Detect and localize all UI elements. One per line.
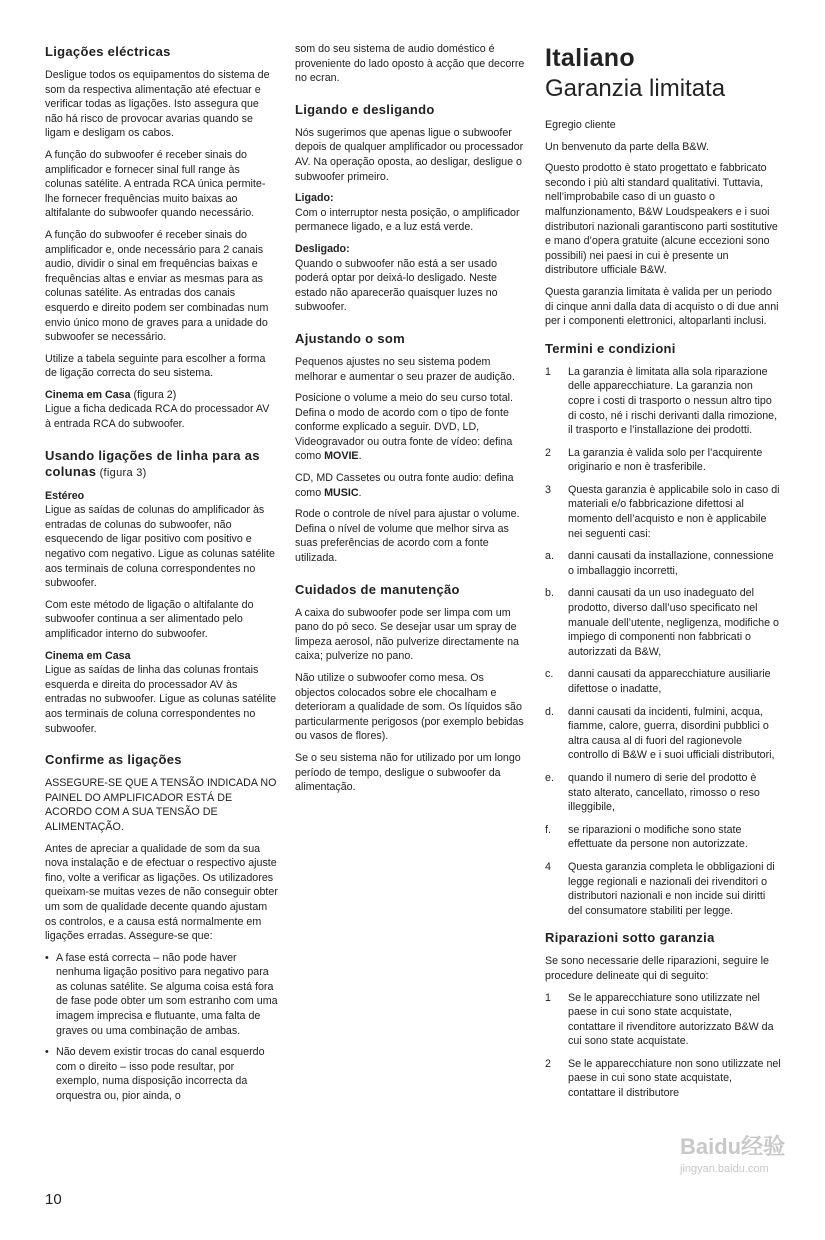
off-text: Quando o subwoofer não está a ser usado poderá optar por deixá-lo desligado. Neste estado não aparecerão quaisquer luzes no subwoofer. xyxy=(295,257,498,314)
page-title: Garanzia limitata xyxy=(545,75,726,102)
item-text: Questa garanzia completa le obbligazioni di legge regionali e nazionali dei rivenditori o distributori nazionali e non incide sui diritti del consumatore stabiliti per legge. xyxy=(568,860,775,917)
paragraph: Pequenos ajustes no seu sistema podem melhorar e aumentar o seu prazer de audição. xyxy=(295,355,515,383)
list-item xyxy=(545,771,782,815)
item-text: se riparazioni o modifiche sono state effettuate da persone non autorizzate. xyxy=(568,823,748,851)
off-label: Desligado: xyxy=(295,242,350,255)
figure-ref: (figura 3) xyxy=(96,466,147,479)
column-middle xyxy=(295,42,525,802)
home-cinema-block xyxy=(45,388,278,432)
section-heading-adjusting-sound: Ajustando o som xyxy=(295,330,405,346)
paragraph: A função do subwoofer é receber sinais do amplificador e, onde necessário para 2 canais audio, dividir o sinal em frequências baixas e frequências altas e enviar as mesmas para as colunas satélite. As entradas dos canais esquerdo e direito podem ser combinadas num envio único mono de graves para a unidade do subwoofer se necessário. xyxy=(45,228,269,344)
item-text: danni causati da installazione, connessione o imballaggio incorretti, xyxy=(568,550,774,577)
item-number: b. xyxy=(545,587,554,600)
home-cinema-block xyxy=(45,649,278,737)
text-run: CD, MD Cassetes ou outra fonte audio: defina como xyxy=(295,472,514,499)
home-cinema-label: Cinema em Casa xyxy=(45,388,131,401)
section-heading-maintenance: Cuidados de manutenção xyxy=(295,581,460,597)
item-number: a. xyxy=(545,550,554,563)
terms-list xyxy=(545,365,782,919)
figure-ref: (figura 2) xyxy=(130,388,177,401)
item-number: d. xyxy=(545,705,554,718)
paragraph-continued: som do seu sistema de audio doméstico é proveniente do lado oposto à acção que decorre no ecran. xyxy=(295,43,525,85)
paragraph-warning: ASSEGURE-SE QUE A TENSÃO INDICADA NO PAINEL DO AMPLIFICADOR ESTÁ DE ACORDO COM A SUA TENSÃO DE ALIMENTAÇÃO. xyxy=(45,777,277,833)
list-item: • A fase está correcta – não pode haver nenhuma ligação positivo para negativo para as colunas satélite. Se alguma coisa está fora de fase pode obter um som estranho com uma imagem imprecisa e flutuante, uma falta de graves ou uma combinação de ambas. xyxy=(45,951,278,1039)
section-heading-on-off: Ligando e desligando xyxy=(295,101,435,117)
paragraph: Questa garanzia limitata è valida per un periodo di cinque anni dalla data di acquisto o di due anni per i componenti elettronici, altoparlanti inclusi. xyxy=(545,285,779,328)
item-text: La garanzia è valida solo per l’acquirente originario e non è trasferibile. xyxy=(568,446,763,474)
text-run: Posicione o volume a meio do seu curso total. Defina o modo de acordo com o tipo de fonte conforme explicado a seguir. DVD, LD, Videogravador ou outra fonte de vídeo: defina como xyxy=(295,392,514,463)
section-heading-warranty-repairs: Riparazioni sotto garanzia xyxy=(545,930,715,946)
list-item xyxy=(545,991,782,1049)
paragraph: Com este método de ligação o altifalante do subwoofer continua a ser alimentado pelo amplificador interno do subwoofer. xyxy=(45,598,254,640)
item-text: danni causati da incidenti, fulmini, acqua, fiamme, calore, guerra, disordini pubblici o altra causa al di fuori del ragionevole controllo di B&W e i suoi ufficiali distributori, xyxy=(568,705,775,762)
list-item xyxy=(545,705,782,763)
item-number: 1 xyxy=(545,991,551,1004)
language-heading: Italiano xyxy=(545,44,635,72)
paragraph xyxy=(295,471,525,500)
list-item xyxy=(545,586,782,659)
column-right xyxy=(545,44,782,1109)
page-number: 10 xyxy=(45,1191,62,1208)
paragraph: Un benvenuto da parte della B&W. xyxy=(545,140,709,153)
paragraph: A função do subwoofer é receber sinais do amplificador e fornecer sinal full range às colunas satélite. A entrada RCA única permite-lhe fornecer frequências muito baixas ao altifalante do subwoofer quando necessário. xyxy=(45,148,266,220)
home-cinema-text: Ligue as saídas de linha das colunas frontais esquerda e direita do processador AV às entradas no subwoofer. Ligue as colunas satélite aos terminais de coluna correspondentes no subwoofer. xyxy=(45,664,277,735)
section-heading-text: Usando ligações de linha para as colunas xyxy=(45,447,260,479)
column-left xyxy=(45,44,278,1111)
item-text: quando il numero di serie del prodotto è stato alterato, cancellato, rimosso o reso illeggibile, xyxy=(568,771,760,814)
item-text: danni causati da un uso inadeguato del prodotto, diverso dall’uso specificato nel manuale dell’utente, negligenza, modifiche o impiego di componenti non fabbricati o autorizzati da B&W, xyxy=(568,587,779,658)
home-cinema-text: Ligue a ficha dedicada RCA do processador AV à entrada RCA do subwoofer. xyxy=(45,403,270,431)
list-item xyxy=(545,365,782,438)
paragraph xyxy=(295,391,525,464)
on-text: Com o interruptor nesta posição, o amplificador permanece ligado, e a luz está verde. xyxy=(295,206,520,234)
mode-music: MUSIC xyxy=(324,486,359,499)
stereo-label: Estéreo xyxy=(45,489,85,502)
item-text: La garanzia è limitata alla sola riparazione delle apparecchiature. La garanzia non copre i costi di trasporto o nessun altro tipo di costo, né i rischi derivanti dalla rimozione, il trasporto e l’installazione dei prodotti. xyxy=(568,365,778,437)
paragraph: Rode o controle de nível para ajustar o volume. Defina o nível de volume que melhor sirva as suas preferências de acordo com a fonte utilizada. xyxy=(295,508,520,565)
paragraph: Não utilize o subwoofer como mesa. Os objectos colocados sobre ele chocalham e deterioram a qualidade de som. Os líquidos são particularmente perigosos (por exemplo bebidas ou vasos de flores). xyxy=(295,672,524,743)
item-number: 3 xyxy=(545,483,551,496)
paragraph: Egregio cliente xyxy=(545,119,616,131)
section-heading-check-connections: Confirme as ligações xyxy=(45,752,182,768)
item-number: e. xyxy=(545,771,554,784)
list-item xyxy=(545,667,782,696)
on-block xyxy=(295,191,525,235)
paragraph: Nós sugerimos que apenas ligue o subwoofer depois de qualquer amplificador ou processador AV. Na operação oposta, ao desligar, desligue o subwoofer primeiro. xyxy=(295,126,524,183)
item-number: c. xyxy=(545,668,554,681)
item-text: Se le apparecchiature non sono utilizzate nel paese in cui sono state acquistate, contattare il distributore xyxy=(568,1057,781,1100)
home-cinema-label: Cinema em Casa xyxy=(45,649,131,662)
on-label: Ligado: xyxy=(295,192,334,205)
bullet-list xyxy=(45,951,278,1104)
paragraph: Questo prodotto è stato progettato e fabbricato secondo i più alti standard qualitativi. Tuttavia, nell’improbabile caso di un guasto o malfunzionamento, B&W Loudspeakers e i suoi distributori nazionali garantiscono parti sostitutive e mano d’opera gratuite (alcune eccezioni sono possibili) nei paesi in cui è presente un distributore ufficiale B&W. xyxy=(545,162,778,277)
watermark-url: jingyan.baidu.com xyxy=(680,1163,769,1175)
list-item xyxy=(545,823,782,852)
list-item xyxy=(545,446,782,475)
mode-movie: MOVIE xyxy=(324,450,359,463)
watermark xyxy=(680,1130,790,1190)
paragraph: Desligue todos os equipamentos do sistema de som da respectiva alimentação até efectuar e verificar todas as ligações. Isto assegura que não há risco de provocar avarias quando se ligam e desligam os cabos. xyxy=(45,69,270,140)
item-number: 1 xyxy=(545,365,551,378)
item-number: 2 xyxy=(545,446,551,459)
list-item: • Não devem existir trocas do canal esquerdo com o direito – isso pode resultar, por exemplo, numa disposição incorrecta da orquestra ou, pior ainda, o xyxy=(45,1045,278,1103)
stereo-block xyxy=(45,489,278,591)
item-number: f. xyxy=(545,823,551,836)
stereo-text: Ligue as saídas de colunas do amplificador às entradas de colunas do subwoofer, não esquecendo de ligar positivo com positivo e negativo com negativo. Ligue as colunas satélite aos terminais de coluna correspondentes no subwoofer. xyxy=(45,504,275,590)
paragraph: A caixa do subwoofer pode ser limpa com um pano do pó seco. Se desejar usar um spray de limpeza aerosol, não pulverize directamente na caixa; pulverize no pano. xyxy=(295,606,519,663)
repair-list xyxy=(545,991,782,1101)
item-number: 2 xyxy=(545,1057,551,1070)
item-text: Questa garanzia è applicabile solo in caso di materiali e/o fabbricazione difettosi al momento dell’acquisto e non è applicabile nei seguenti casi: xyxy=(568,483,780,540)
list-item xyxy=(545,1057,782,1101)
item-text: Se le apparecchiature sono utilizzate nel paese in cui sono state acquistate, contattare il rivenditore autorizzato B&W da cui sono state acquistate. xyxy=(568,991,774,1048)
section-heading-line-connections xyxy=(45,448,278,481)
paragraph: Se o seu sistema não for utilizado por um longo período de tempo, desligue o subwoofer da alimentação. xyxy=(295,751,521,794)
off-block xyxy=(295,242,525,315)
text-run: . xyxy=(358,450,362,463)
paragraph: Utilize a tabela seguinte para escolher a forma de ligação correcta do seu sistema. xyxy=(45,352,266,380)
section-heading-terms: Termini e condizioni xyxy=(545,340,676,356)
watermark-logo: Baidu经验 xyxy=(680,1134,786,1159)
list-item xyxy=(545,483,782,541)
item-number: 4 xyxy=(545,860,551,873)
text-run: . xyxy=(358,486,362,499)
paragraph: Antes de apreciar a qualidade de som da sua nova instalação e de efectuar o respectivo ajuste fino, volte a verificar as ligações. Os utilizadores queixam-se muitas vezes de não conseguir obter um som de qualidade decente quando ajustam os controlos, e a causa está normalmente em ligações erradas. Assegure-se que: xyxy=(45,842,278,943)
paragraph: Se sono necessarie delle riparazioni, seguire le procedure delineate qui di seguito: xyxy=(545,955,769,982)
section-heading-electrical-connections: Ligações eléctricas xyxy=(45,44,171,59)
list-item xyxy=(545,860,782,918)
item-text: danni causati da apparecchiature ausiliarie difettose o inadatte, xyxy=(568,668,771,695)
list-item xyxy=(545,549,782,578)
